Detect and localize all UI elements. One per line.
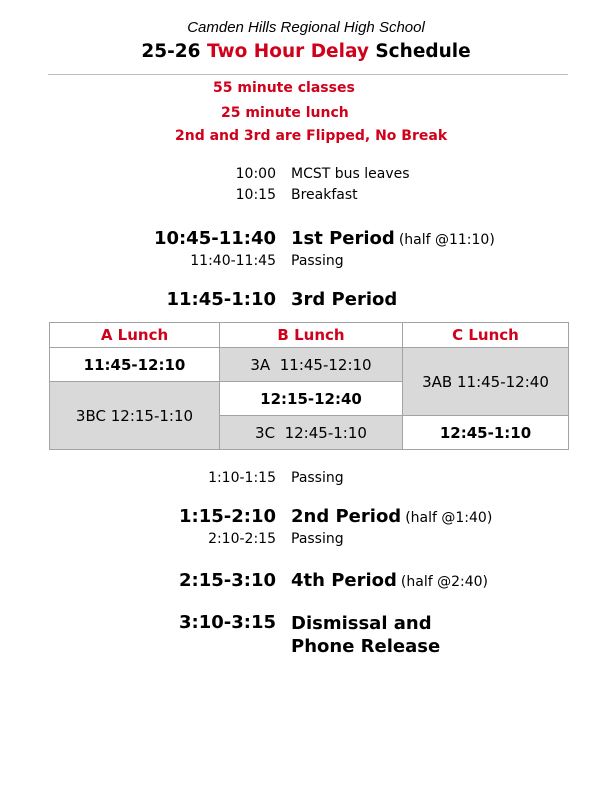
header-divider (48, 74, 568, 75)
schedule-row-breakfast (0, 187, 612, 209)
row-time: 11:40-11:45 (190, 253, 276, 269)
lunch-header-c: C Lunch (403, 323, 569, 348)
period-name: 4th Period (291, 570, 397, 591)
lunch-header-b: B Lunch (220, 323, 403, 348)
c-class-block: 3AB 11:45-12:40 (403, 348, 569, 416)
schedule-row-passing-2 (0, 470, 612, 492)
lunch-header-a: A Lunch (50, 323, 220, 348)
row-time: 1:15-2:10 (178, 506, 276, 527)
a-class-block: 3BC 12:15-1:10 (50, 382, 220, 450)
period-name: 2nd Period (291, 506, 402, 527)
note-lunch-length: 25 minute lunch (221, 105, 349, 121)
title-highlight: Two Hour Delay (206, 41, 369, 62)
row-time: 11:45-1:10 (166, 289, 276, 310)
row-label: Passing (291, 470, 344, 486)
period-name: 1st Period (291, 228, 395, 249)
schedule-row-period-4 (0, 570, 612, 592)
schedule-row-period-3 (0, 289, 612, 311)
b-lunch-time: 12:15-12:40 (220, 382, 403, 416)
row-label: Breakfast (291, 187, 358, 203)
title-prefix: 25-26 (141, 41, 207, 62)
row-time: 2:15-3:10 (178, 570, 276, 591)
half-note: (half @1:40) (405, 510, 493, 526)
b-class-block-1: 3A 11:45-12:10 (220, 348, 403, 382)
half-note: (half @11:10) (398, 232, 495, 248)
schedule-row-bus (0, 166, 612, 188)
row-time: 3:10-3:15 (178, 612, 276, 633)
row-label: 3rd Period (291, 289, 398, 310)
row-time: 1:10-1:15 (208, 470, 276, 486)
dismissal-line-2: Phone Release (291, 636, 441, 657)
b-class-block-2: 3C 12:45-1:10 (220, 416, 403, 450)
row-label: Passing (291, 531, 344, 547)
lunch-table (49, 322, 569, 450)
title-suffix: Schedule (368, 41, 471, 62)
note-class-length: 55 minute classes (213, 80, 355, 96)
c-lunch-time: 12:45-1:10 (403, 416, 569, 450)
a-lunch-time: 11:45-12:10 (50, 348, 220, 382)
row-label (291, 506, 492, 527)
schedule-row-dismissal (0, 612, 612, 660)
row-label (291, 612, 440, 658)
row-time: 10:15 (235, 187, 276, 203)
schedule-row-passing-1 (0, 253, 612, 275)
row-time: 10:45-11:40 (153, 228, 276, 249)
row-label (291, 228, 495, 249)
schedule-row-period-2 (0, 506, 612, 528)
school-name: Camden Hills Regional High School (187, 19, 425, 36)
row-time: 10:00 (235, 166, 276, 182)
row-label: MCST bus leaves (291, 166, 410, 182)
schedule-row-period-1 (0, 228, 612, 250)
note-flipped: 2nd and 3rd are Flipped, No Break (175, 128, 448, 144)
schedule-row-passing-3 (0, 531, 612, 553)
row-label (291, 570, 488, 591)
row-time: 2:10-2:15 (208, 531, 276, 547)
half-note: (half @2:40) (400, 574, 489, 590)
row-label: Passing (291, 253, 344, 269)
dismissal-line-1: Dismissal and (291, 613, 432, 634)
page-title (0, 41, 612, 62)
